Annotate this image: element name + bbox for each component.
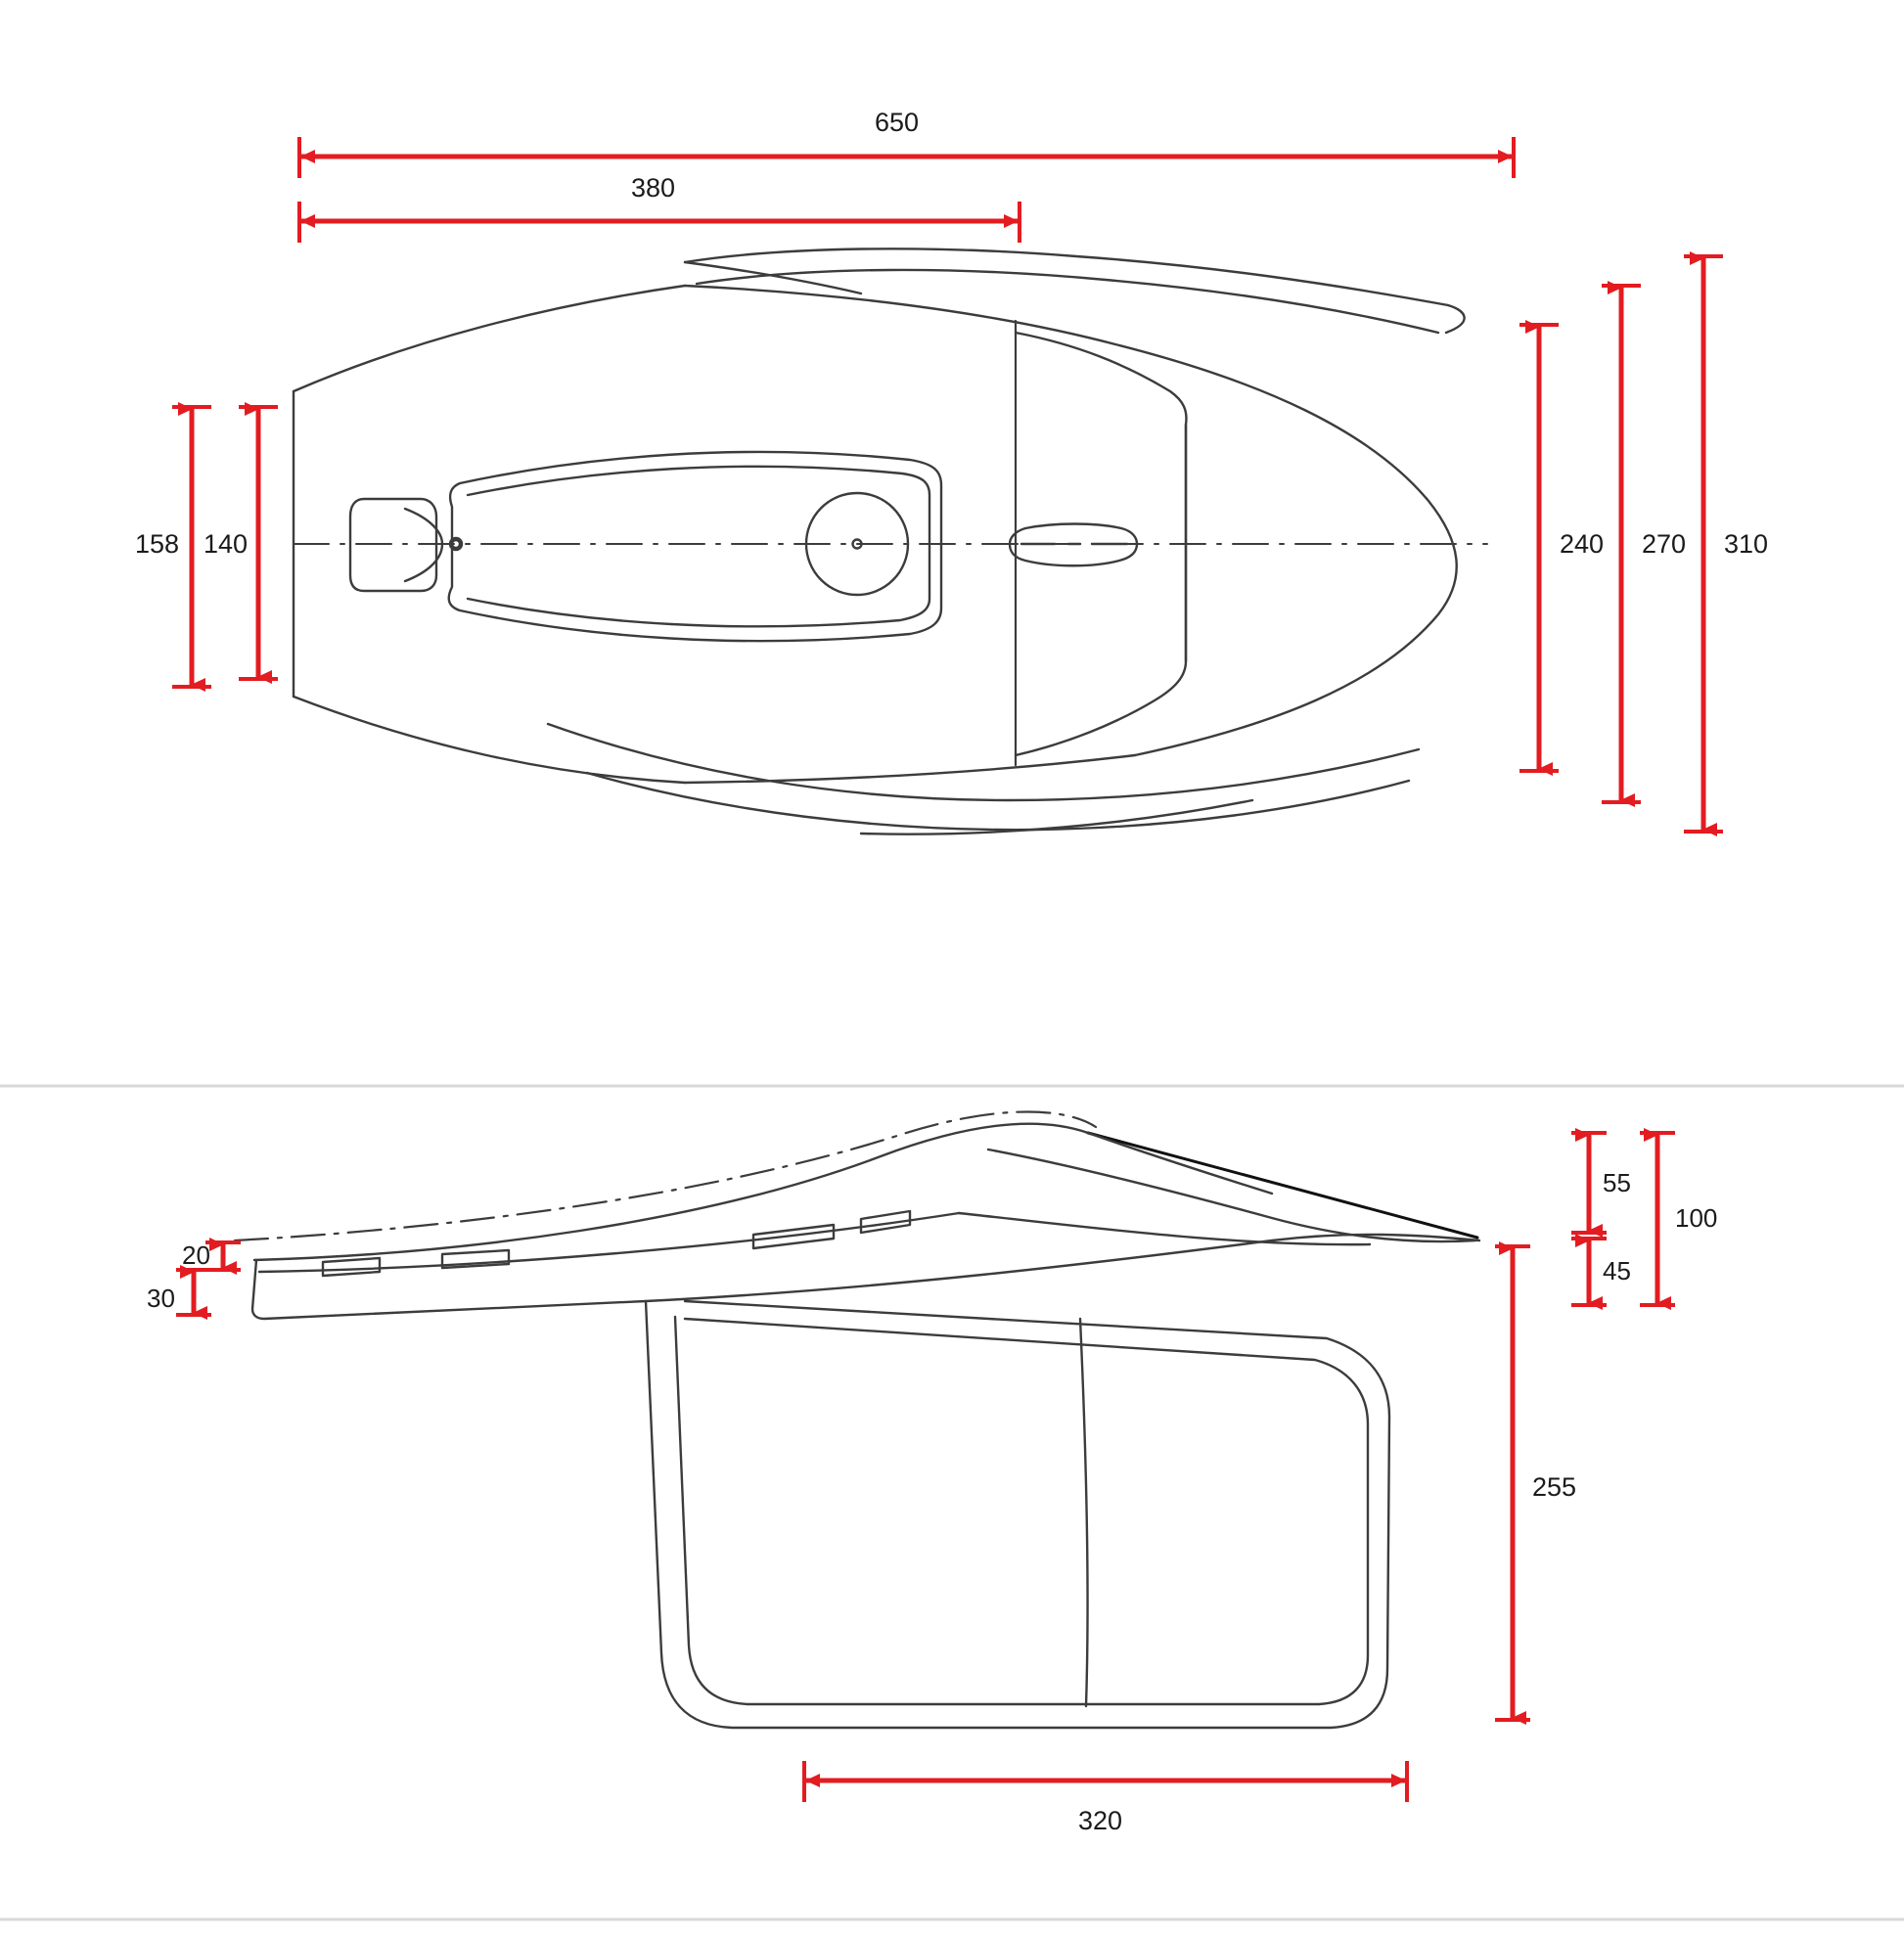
dim-label-320: 320 — [1078, 1806, 1123, 1835]
top-view-geometry — [294, 248, 1487, 834]
dim-label-650: 650 — [875, 108, 920, 137]
dim-label-45: 45 — [1603, 1256, 1631, 1285]
top-view-dimensions — [172, 137, 1723, 832]
side-view-dimensions — [176, 1133, 1675, 1802]
dim-label-255: 255 — [1532, 1472, 1577, 1502]
dim-label-158: 158 — [135, 529, 180, 559]
dim-label-100: 100 — [1675, 1203, 1718, 1233]
dim-label-270: 270 — [1642, 529, 1687, 559]
side-view-geometry — [235, 1111, 1479, 1728]
dim-label-30: 30 — [147, 1284, 175, 1313]
dim-label-310: 310 — [1724, 529, 1769, 559]
dim-label-380: 380 — [631, 173, 676, 203]
dim-label-140: 140 — [204, 529, 249, 559]
dim-label-20: 20 — [182, 1240, 210, 1270]
dim-label-240: 240 — [1560, 529, 1605, 559]
dim-label-55: 55 — [1603, 1168, 1631, 1197]
